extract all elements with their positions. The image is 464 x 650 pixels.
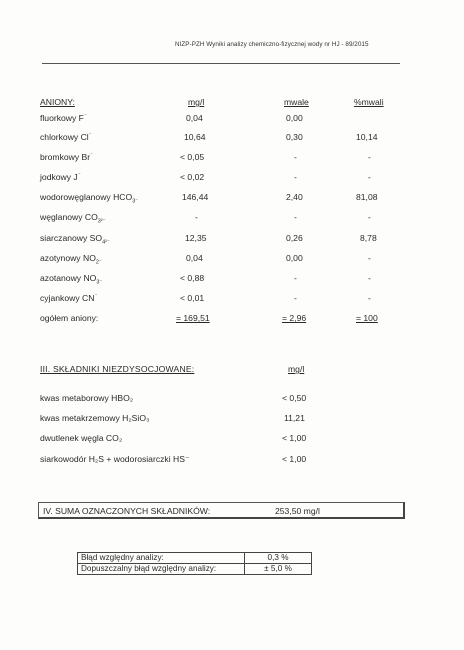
anion-mgl-iodide: < 0,02 bbox=[180, 172, 205, 182]
anion-name-chloride: chlorkowy Cl⁻ bbox=[40, 132, 92, 142]
anion-mwal-sulfate: 0,26 bbox=[286, 233, 303, 243]
undissociated-name-hbo2: kwas metaborowy HBO₂ bbox=[40, 393, 134, 403]
col-mwal-header: mwale bbox=[284, 97, 309, 107]
anion-mwal-nitrate: - bbox=[294, 273, 297, 283]
anion-mwal-fluoride: 0,00 bbox=[286, 113, 303, 123]
anions-total-mgl: = 169,51 bbox=[176, 313, 210, 323]
anion-pct-nitrate: - bbox=[368, 273, 371, 283]
anion-mgl-bicarbonate: 146,44 bbox=[182, 192, 209, 202]
error-label: Błąd względny analizy: bbox=[78, 553, 245, 564]
sum-value: 253,50 mg/l bbox=[275, 506, 320, 516]
anion-mwal-iodide: - bbox=[294, 172, 297, 182]
undissociated-mgl-hbo2: < 0,50 bbox=[282, 393, 307, 403]
anion-mgl-nitrate: < 0,88 bbox=[180, 273, 205, 283]
anion-name-cyanide: cyjankowy CN⁻ bbox=[40, 293, 98, 303]
undissociated-mgl-co2: < 1,00 bbox=[282, 433, 307, 443]
undissociated-heading: III. SKŁADNIKI NIEZDYSOCJOWANE: bbox=[40, 364, 195, 374]
undissociated-name-h2s: siarkowodór H₂S + wodorosiarczki HS⁻ bbox=[40, 454, 190, 464]
error-value: 0,3 % bbox=[245, 553, 312, 564]
anion-mgl-sulfate: 12,35 bbox=[185, 233, 207, 243]
header-rule bbox=[42, 63, 400, 64]
anion-name-bromide: bromkowy Br⁻ bbox=[40, 152, 94, 162]
allowed-error-value: ± 5,0 % bbox=[245, 564, 312, 575]
anion-pct-bromide: - bbox=[368, 152, 371, 162]
anion-mwal-bicarbonate: 2,40 bbox=[286, 192, 303, 202]
undissociated-mgl-h2sio3: 11,21 bbox=[284, 413, 305, 423]
error-table bbox=[77, 552, 312, 575]
undissociated-name-co2: dwutlenek węgla CO₂ bbox=[40, 433, 123, 443]
anion-pct-sulfate: 8,78 bbox=[360, 233, 377, 243]
anions-total-mwal: = 2,96 bbox=[282, 313, 307, 323]
undissociated-mgl-h2s: < 1,00 bbox=[282, 454, 307, 464]
sum-label: IV. SUMA OZNACZONYCH SKŁADNIKÓW: bbox=[43, 506, 211, 516]
undissociated-name-h2sio3: kwas metakrzemowy H₂SiO₃ bbox=[40, 413, 150, 423]
col-mgl-header: mg/l bbox=[188, 97, 205, 107]
sum-box bbox=[38, 502, 405, 519]
anion-pct-iodide: - bbox=[368, 172, 371, 182]
table-row bbox=[78, 564, 312, 575]
anion-mwal-bromide: - bbox=[294, 152, 297, 162]
anions-total-label: ogółem aniony: bbox=[40, 313, 99, 323]
anion-mwal-cyanide: - bbox=[294, 293, 297, 303]
anion-mgl-cyanide: < 0,01 bbox=[180, 293, 205, 303]
anion-mgl-nitrite: 0,04 bbox=[186, 253, 203, 263]
anion-mwal-carbonate: - bbox=[294, 212, 297, 222]
anion-name-iodide: jodkowy J⁻ bbox=[40, 172, 81, 182]
anions-total-pct: = 100 bbox=[356, 313, 378, 323]
col-pct-header: %mwali bbox=[354, 97, 384, 107]
anions-heading: ANIONY: bbox=[40, 97, 75, 107]
anion-name-fluoride: fluorkowy F⁻ bbox=[40, 113, 87, 123]
anion-name-carbonate: węglanowy $CO_{3^{2-}}$ bbox=[40, 212, 106, 225]
anion-mgl-chloride: 10,64 bbox=[184, 132, 206, 142]
anion-mgl-carbonate: - bbox=[195, 212, 198, 222]
anion-pct-bicarbonate: 81,08 bbox=[356, 192, 378, 202]
anion-name-nitrate: azotanowy $NO_{3^-}$ bbox=[40, 273, 103, 286]
anion-pct-chloride: 10,14 bbox=[356, 132, 378, 142]
anion-mwal-chloride: 0,30 bbox=[286, 132, 303, 142]
anion-name-nitrite: azotynowy $NO_{2^-}$ bbox=[40, 253, 102, 266]
allowed-error-label: Dopuszczalny błąd względny analizy: bbox=[78, 564, 245, 575]
table-row bbox=[78, 553, 312, 564]
anion-mgl-fluoride: 0,04 bbox=[186, 113, 203, 123]
anion-pct-nitrite: - bbox=[368, 253, 371, 263]
document-header: NIZP-PZH Wyniki analizy chemiczno-fizycznej wody nr HJ - 89/2015 bbox=[175, 41, 369, 48]
undissociated-col-mgl: mg/l bbox=[288, 364, 305, 374]
anion-mgl-bromide: < 0,05 bbox=[180, 152, 205, 162]
anion-pct-carbonate: - bbox=[368, 212, 371, 222]
anion-mwal-nitrite: 0,00 bbox=[286, 253, 303, 263]
anion-name-sulfate: siarczanowy $SO_{4^{2-}}$ bbox=[40, 233, 110, 246]
anion-name-bicarbonate: wodorowęglanowy $HCO_{3^-}$ bbox=[40, 192, 139, 205]
anion-pct-cyanide: - bbox=[368, 293, 371, 303]
